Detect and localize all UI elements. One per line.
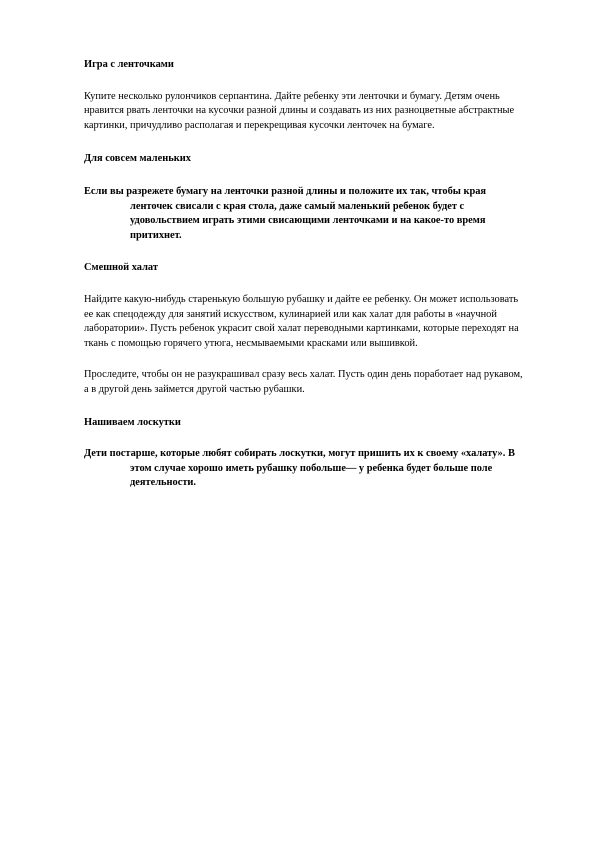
section-heading-for-little-ones: Для совсем маленьких	[84, 153, 191, 165]
section-paragraph-for-little-ones: Если вы разрежете бумагу на ленточки разной длины и положите их так, чтобы края ленточек свисали с края стола, даже самый маленький ребенок будет с удовольствием играть этими свисающими ленточками и на какое-то время притихнет.	[84, 185, 487, 241]
section-heading-funny-robe: Смешной халат	[84, 262, 158, 274]
section-heading-ribbon-game: Игра с ленточками	[84, 59, 174, 70]
section-paragraph-ribbon-game: Купите несколько рулончиков серпантина. Дайте ребенку эти ленточки и бумагу. Детям очень нравится рвать ленточки на кусочки разной длины и создавать из них разноцветные абстрактные картинки, причудливо располагая и перекрещивая кусочки ленточек на бумаге.	[84, 90, 515, 131]
section-paragraph-funny-robe-2: Проследите, чтобы он не разукрашивал сразу весь халат. Пусть один день поработает над рукавом, а в другой день займется другой частью рубашки.	[84, 369, 523, 395]
section-heading-patches: Нашиваем лоскутки	[84, 416, 181, 428]
document-page	[84, 58, 524, 508]
section-paragraph-funny-robe-1: Найдите какую-нибудь старенькую большую рубашку и дайте ее ребенку. Он может использовать ее как спецодежду для занятий искусством, кулинарией или как халат для работы в «научной лаборатории». Пусть ребенок украсит свой халат переводными картинками, которые переходят на ткань с помощью горячего утюга, несмываемыми красками или вышивкой.	[84, 293, 519, 349]
section-paragraph-patches: Дети постарше, которые любят собирать лоскутки, могут пришить их к своему «халату». В этом случае хорошо иметь рубашку побольше— у ребенка будет больше поле деятельности.	[84, 448, 515, 489]
